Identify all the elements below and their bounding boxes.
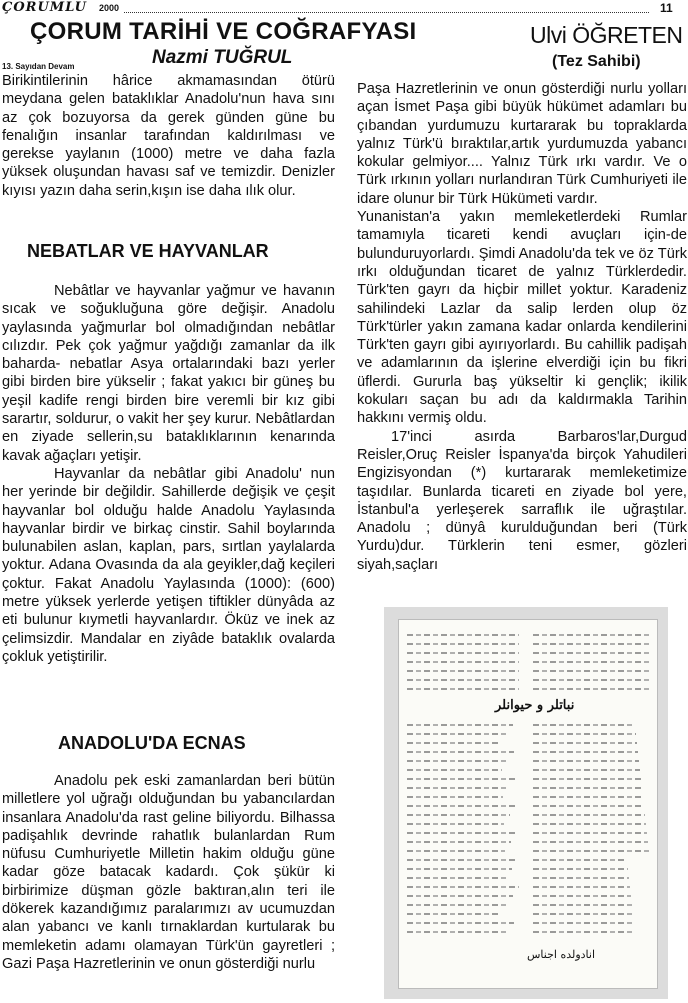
section-heading-ecnas: ANADOLU'DA ECNAS	[58, 733, 246, 753]
contributor-name: Ulvi ÖĞRETEN	[530, 22, 683, 48]
handwriting-line	[533, 634, 649, 636]
handwriting-line	[407, 877, 506, 879]
left-column	[2, 72, 335, 200]
handwriting-line	[407, 850, 505, 852]
article-author: Nazmi TUĞRUL	[152, 47, 293, 68]
handwriting-line	[407, 760, 508, 762]
contributor-role: (Tez Sahibi)	[552, 53, 641, 70]
handwriting-line	[533, 886, 630, 888]
handwriting-line	[533, 895, 631, 897]
handwriting-line	[407, 670, 519, 672]
handwriting-line	[533, 832, 647, 834]
handwriting-line	[407, 652, 519, 654]
handwriting-line	[533, 931, 635, 933]
paragraph: 17'inci asırda Barbaros'lar,Durgud Reisler,Oruç Reisler İspanya'da birçok Yahudileri Engizisyondan (*) kurtararak memleketimize taşıdılar. Bunlarda ticareti en ziyade bol yere, İstanbul'a yerleşerek sarraflık ile uğraştılar. Anadolu ; dünyâ kurulduğundan beri (Türk Yurdu)dur. Türklerin teni esmer, gözleri siyah,saçları	[357, 428, 687, 573]
handwriting-line	[533, 859, 627, 861]
handwriting-line	[407, 724, 513, 726]
handwriting-line	[533, 877, 629, 879]
masthead: ÇORUMLU	[2, 0, 87, 15]
handwriting-line	[533, 643, 649, 645]
handwriting-line	[533, 778, 641, 780]
intro-paragraph: Birikintilerinin hârice akmamasından ötürü meydana gelen bataklıklar Anadolu'nun hava sını az çok bozuyorsa da gerek günden güne bu fenalığın insanlar tarafından kaldırılması ve gerekse yaylanın (1000) metre ve daha fazla yüksek oluşundan havası saf ve temizdir. Denizler kıyısı yazın daha serin,kışın ise daha ılık olur.	[2, 73, 335, 199]
handwriting-line	[407, 904, 507, 906]
handwriting-line	[407, 922, 514, 924]
handwriting-line	[407, 742, 501, 744]
handwriting-line	[533, 733, 636, 735]
manuscript-heading: نباتلر و حيوانلر	[495, 698, 575, 713]
paragraph: Yunanistan'a yakın memleketlerdeki Rumlar tamamıyla ticareti kendi avuçları için-de bulunduruyorlardı. Şimdi Anadolu'da tek ve öz Türk ırkı olduğundan ticaret de yalnız Türklerdedir. Türk'ten gayrı da hiçbir millet yoktur. Karadeniz sahilindeki Lazlar da salip lerden olup öz Türk'türler yakın zamana kadar onlarda kendilerini Türk'ten gayrı gibi ayırıyorlardı. Bu cahillik padişah ve adamlarının da işlerine elverdiği için bu fikri üflerdi. Gururla baş yükseltir ki gençlik; ikilik kokuları saçan bu adı da kaldırmakla Tarihin hakkını vermiş oldu.	[357, 209, 687, 427]
handwriting-line	[533, 769, 640, 771]
handwriting-line	[533, 670, 649, 672]
handwriting-line	[407, 868, 512, 870]
handwriting-line	[407, 787, 509, 789]
handwriting-line	[407, 796, 503, 798]
handwriting-line	[407, 931, 508, 933]
handwriting-line	[533, 679, 649, 681]
handwriting-line	[533, 805, 644, 807]
paragraph: Anadolu pek eski zamanlardan beri bütün milletlere yol uğrağı olduğundan bu yabancılardan insanlara Anadolu'da rast geline biliyordu. Bilhassa padişahlık devrinde rahatlık bulanlardan Rum nüfusu Cumhuriyetle Milletin hakim olduğu güne kadar göze batacak kadardı. Çok şükür ki birbirimize düşman gözle baktıran,alın teri ile dökerek kazandığımız paralarımızı av ucumuzdan alan yabancı ve kanlı tırnaklardan kurtularak bu memleketin adamı olamayan Türk'ün gayretleri ; Gazi Paşa Hazretlerinin ve onun gösterdiği nurlu	[2, 773, 335, 972]
header-divider	[124, 12, 649, 13]
manuscript-photo	[384, 607, 668, 999]
handwriting-line	[407, 688, 519, 690]
paragraph: Paşa Hazretlerinin ve onun gösterdiği nurlu yolları açan İsmet Paşa gibi büyük hükümet adamları bu çıbandan yurdumuzu kurtararak bu topraklarda yalnız Türk'ü bıraktılar,artık yurdumuzda yabancı kokular gelmiyor.... Yalnız Türk ırkı vardır. Ve o Türk ırkının yolları nurlandıran Türk Cumhuriyeti ile idare olunur bir Türk Hükümeti vardır.	[357, 81, 687, 207]
handwriting-line	[407, 832, 517, 834]
handwriting-line	[533, 823, 646, 825]
handwriting-line	[407, 634, 519, 636]
handwriting-line	[407, 859, 518, 861]
handwriting-line	[407, 679, 519, 681]
handwriting-line	[407, 661, 519, 663]
handwriting-line	[533, 922, 634, 924]
ecnas-section	[2, 772, 335, 973]
handwriting-line	[407, 778, 515, 780]
handwriting-line	[533, 760, 639, 762]
page-number: 11	[660, 1, 673, 15]
handwriting-line	[533, 742, 637, 744]
handwriting-line	[533, 787, 642, 789]
handwriting-line	[407, 886, 519, 888]
paragraph: Hayvanlar da nebâtlar gibi Anadolu' nun her yerinde bir değildir. Sahillerde değişik ve çeşit hayvanlar bol olduğu halde Anadolu Yaylasında hayvanlar birdir ve birkaç cinstir. Sahil boylarında bulunabilen aslan, kaplan, pars, sırtlan yaylalarda yoktur. Adana Ovasında da ala geyikler,dağ keçileri çoktur. Fakat Anadolu Yaylasında (1000): (600) metre yüksek yerlerde yetişen tiftikler dünyâda az eti bulunur kıymetli hayvanlardır. Öküz ve inek az çelimsizdir. Mandalar en ziyâde bataklık ovalarda çokluk yetiştirilir.	[2, 465, 335, 665]
handwriting-line	[533, 751, 638, 753]
handwriting-line	[533, 841, 648, 843]
continuation-note: 13. Sayıdan Devam	[2, 62, 75, 71]
handwriting-line	[533, 688, 649, 690]
handwriting-line	[533, 724, 635, 726]
nebatlar-section	[2, 282, 335, 666]
handwriting-line	[533, 850, 649, 852]
right-column	[357, 80, 687, 574]
handwriting-line	[407, 805, 516, 807]
handwriting-line	[407, 643, 519, 645]
handwriting-line	[533, 652, 649, 654]
handwriting-line	[407, 751, 514, 753]
handwriting-line	[533, 814, 645, 816]
handwriting-line	[407, 841, 511, 843]
handwriting-line	[533, 913, 633, 915]
issue-year: 2000	[99, 3, 120, 13]
handwriting-line	[407, 913, 501, 915]
handwriting-line	[533, 868, 628, 870]
handwriting-line	[533, 904, 632, 906]
article-title: ÇORUM TARİHİ VE COĞRAFYASI	[30, 18, 417, 45]
manuscript-page	[398, 619, 658, 989]
handwriting-line	[533, 796, 643, 798]
handwriting-line	[407, 769, 502, 771]
manuscript-signature: انادولده اجناس	[527, 948, 596, 961]
handwriting-line	[407, 814, 510, 816]
section-heading-nebatlar: NEBATLAR VE HAYVANLAR	[27, 241, 269, 261]
handwriting-line	[533, 661, 649, 663]
handwriting-line	[407, 733, 507, 735]
handwriting-line	[407, 895, 513, 897]
paragraph: Nebâtlar ve hayvanlar yağmur ve havanın sıcak ve soğukluğuna göre değişir. Anadolu yaylasında yağmurlar bol olmadığından nebâtlar cılızdır. Pek çok yağmur yağdığı zamanlar da ilk baharda- nebatlar Asya ortalarındaki bazı yerler gibi birden bire yükselir ; fakat yakıcı bir güneş bu yeşil kadife rengi birden bire veremli bir kız gibi sarartır, soldurur, o vakit her şey kurur. Nebâtlardan en ziyade sellerin,su bataklıklarının kenarında kavak ağaçları yetişir.	[2, 283, 335, 464]
handwriting-line	[407, 823, 504, 825]
